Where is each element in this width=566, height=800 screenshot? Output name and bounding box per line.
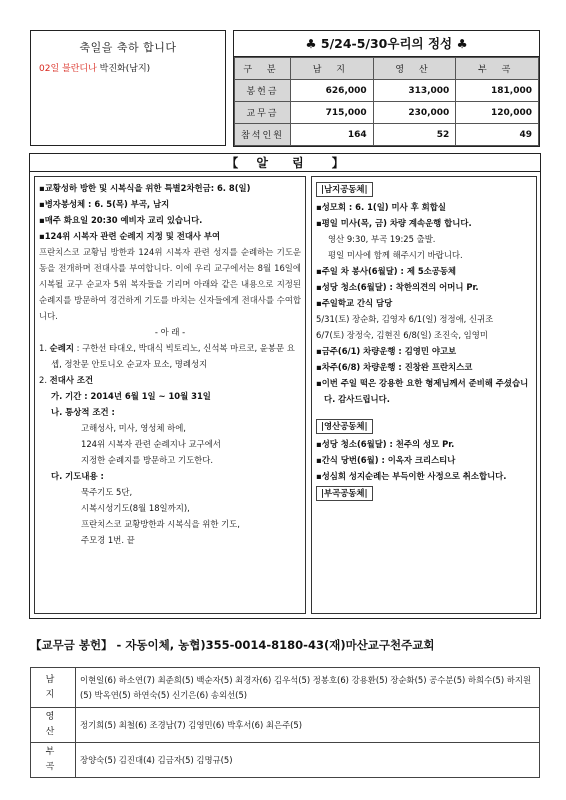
sub-item-line: 프란치스코 교황방한과 시복식을 위한 기도,: [81, 519, 240, 529]
cell-value: 181,000: [456, 80, 539, 102]
notice-item: ▪ 금주(6/1) 차량운행 : 김영민 야고보: [316, 343, 532, 359]
notice-item: ▪ 124위 시복자 관련 순례지 지정 및 전대사 부여: [39, 228, 301, 244]
notice-item: ▪ 성당 청소(6월달) : 착한의견의 어머니 Pr.: [316, 279, 532, 295]
birthday-entry: [39, 61, 225, 74]
sub-item: 다. 기도내용 :: [51, 471, 104, 481]
notice-subline: 6/7(토) 장정숙, 김현진 6/8(일) 조진숙, 임영미: [316, 330, 488, 340]
notice-item: ▪ 성심회 성지순례는 부득이한 사정으로 취소합니다.: [316, 468, 532, 484]
bank-info: 【교무금 봉헌】 - 자동이체, 농협)355-0014-8180-43(재)마산교구천주교회: [30, 638, 435, 652]
row-label: 교무금: [235, 102, 291, 124]
notice-item: ▪ 차주(6/8) 차량운행 : 진창완 프란치스코: [316, 359, 532, 375]
section-header: |부곡공동체|: [316, 486, 373, 501]
table-header-row: [235, 58, 539, 80]
notice-item: ▪ 병자봉성체 : 6. 5(목) 부곡, 남지: [39, 196, 301, 212]
table-row: [235, 80, 539, 102]
notice-subline: 영산 9:30, 부곡 19:25 출발.: [328, 234, 436, 244]
notice-item: ▪ 주일학교 간식 담당: [316, 295, 532, 311]
cell-value: 120,000: [456, 102, 539, 124]
notice-item: ▪ 주일 차 봉사(6월달) : 제 5소공동체: [316, 263, 532, 279]
cell-value: 626,000: [291, 80, 374, 102]
list-item: 2. 전대사 조건: [39, 375, 94, 385]
header-yeongsan: 영 산: [373, 58, 456, 80]
cell-value: 313,000: [373, 80, 456, 102]
offering-table: [234, 57, 539, 146]
header-namji: 남 지: [291, 58, 374, 80]
cell-value: 164: [291, 124, 374, 146]
donor-names: 장양숙(5) 김진대(4) 김금자(5) 김명규(5): [76, 743, 540, 778]
donor-names: 이현일(6) 하소연(7) 최준희(5) 백순자(5) 최경자(6) 김우석(5) 정봉호(6) 강용환(5) 장순화(5) 공수분(5) 하희수(5) 하지원(5) 박옥연(5) 하연숙(5) 신기은(6) 송외선(5): [76, 668, 540, 708]
sub-item-line: 묵주기도 5단,: [81, 487, 133, 497]
cell-value: 715,000: [291, 102, 374, 124]
cell-value: 49: [456, 124, 539, 146]
cell-value: 230,000: [373, 102, 456, 124]
below-heading: - 아 래 -: [154, 327, 186, 337]
notice-item: ▪ 성당 청소(6월달) : 천주의 성모 Pr.: [316, 436, 532, 452]
pilgrimage-paragraph: 프란치스코 교황님 방한과 124위 시복자 관련 성지를 순례하는 기도운동을 전개하며 전대사를 부여합니다. 이에 우리 교구에서는 8월 16일에 시복될 교구 순교자 5위 복자들을 기리며 아래와 같은 내용으로 지정된 순례지를 방문하여 경건하게 기도를 바치는 신자들에게 전대사를 수여합니다.: [39, 247, 301, 321]
notice-heading: 【 알 림 】: [30, 154, 540, 172]
notice-item: ▪ 성모회 : 6. 1(일) 미사 후 회합실: [316, 199, 532, 215]
sub-item-line: 주모경 1번. 끝: [81, 535, 135, 545]
birthday-box: [30, 30, 226, 146]
birthday-date: 02일 블란디나: [39, 64, 97, 74]
header-division: 구 분: [235, 58, 291, 80]
table-row: [31, 743, 540, 778]
offering-box: [233, 30, 540, 147]
notice-left-column: [34, 176, 306, 614]
row-label: 참석인원: [235, 124, 291, 146]
list-item: 1. 순례지 : 구한선 타대오, 박대식 빅토리노, 신석복 마르코, 윤봉문 요셉, 정찬문 안토니오 순교자 묘소, 명례성지: [39, 343, 295, 369]
notice-right-column: [311, 176, 537, 614]
notice-subline: 5/31(토) 장순화, 김영자 6/1(일) 정정애, 신귀조: [316, 314, 494, 324]
donors-table: [30, 667, 540, 778]
community-label: 남 지: [31, 668, 76, 708]
sub-item-line: 124위 시복자 관련 순례지나 교구에서: [81, 439, 221, 449]
birthday-title: 축일을 축하 합니다: [79, 41, 177, 54]
section-header: |남지공동체|: [316, 182, 373, 197]
sub-item: 가. 기간 : 2014년 6월 1일 ~ 10월 31일: [51, 391, 211, 401]
notice-item: ▪ 평일 미사(목, 금) 차량 계속운행 합니다.: [316, 215, 532, 231]
birthday-name: 박진화(남지): [99, 64, 151, 74]
table-row: [235, 124, 539, 146]
notice-item: ▪ 간식 당번(6월) : 이옥자 크리스티나: [316, 452, 532, 468]
sub-item-line: 고해성사, 미사, 영성체 하에,: [81, 423, 186, 433]
sub-item: 나. 통상적 조건 :: [51, 407, 115, 417]
notice-item: ▪ 교황성하 방한 및 시복식을 위한 특별2차헌금: 6. 8(일): [39, 180, 301, 196]
sub-item-line: 지정한 순례지를 방문하고 기도한다.: [81, 455, 214, 465]
row-label: 봉헌금: [235, 80, 291, 102]
donor-names: 정기희(5) 최철(6) 조경남(7) 김영민(6) 박후서(6) 최은주(5): [76, 708, 540, 743]
community-label: 영 산: [31, 708, 76, 743]
table-row: [235, 102, 539, 124]
sub-item-line: 시복시성기도(8월 18일까지),: [81, 503, 190, 513]
notice-panel: [29, 153, 541, 619]
header-bugok: 부 곡: [456, 58, 539, 80]
cell-value: 52: [373, 124, 456, 146]
notice-subline: 평일 미사에 함께 해주시기 바랍니다.: [328, 250, 463, 260]
offering-title: ♣ 5/24-5/30우리의 정성 ♣: [234, 31, 539, 57]
table-row: [31, 668, 540, 708]
notice-heading-text: 알 림: [256, 156, 314, 170]
notice-item: ▪ 이번 주일 떡은 강용한 요한 형제님께서 준비해 주셨습니다. 감사드립니다.: [316, 375, 532, 407]
community-label: 부 곡: [31, 743, 76, 778]
table-row: [31, 708, 540, 743]
notice-item: ▪ 매주 화요일 20:30 예비자 교리 있습니다.: [39, 212, 301, 228]
section-header: |영산공동체|: [316, 419, 373, 434]
